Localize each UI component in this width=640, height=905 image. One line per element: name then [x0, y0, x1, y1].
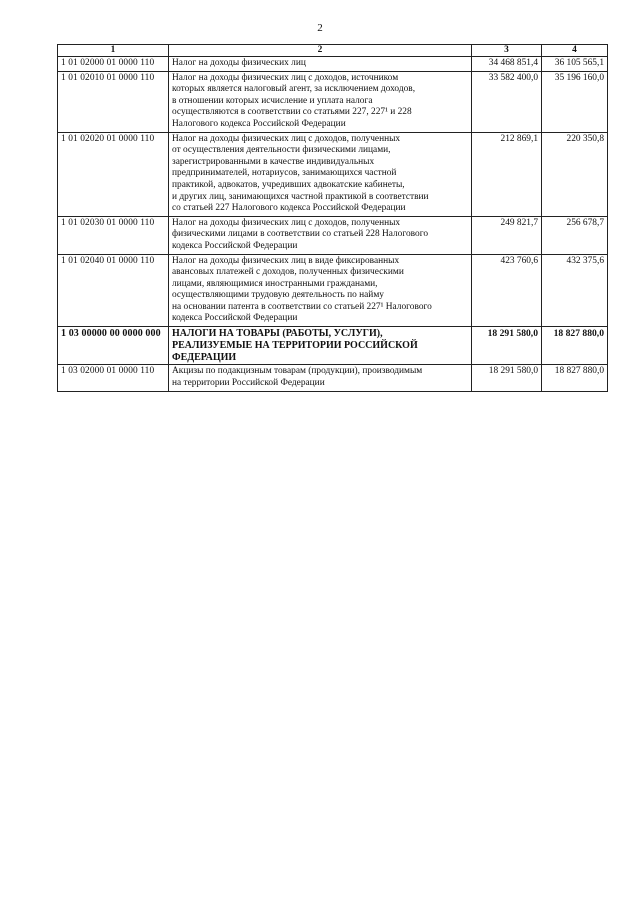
budget-code-cell: 1 01 02030 01 0000 110	[58, 216, 169, 254]
table-row	[58, 216, 608, 254]
income-name-cell: Налог на доходы физических лиц с доходов, полученных физическими лицами в соответствии со статьей 228 Налогового кодекса Российской Федерации	[169, 216, 472, 254]
income-name-cell: НАЛОГИ НА ТОВАРЫ (РАБОТЫ, УСЛУГИ), РЕАЛИЗУЕМЫЕ НА ТЕРРИТОРИИ РОССИЙСКОЙ ФЕДЕРАЦИИ	[169, 327, 472, 365]
table-row	[58, 57, 608, 72]
budget-code-cell: 1 01 02010 01 0000 110	[58, 71, 169, 132]
income-name-cell: Налог на доходы физических лиц	[169, 57, 472, 72]
value-col3-cell: 249 821,7	[472, 216, 542, 254]
table-row	[58, 365, 608, 391]
value-col3-cell: 33 582 400,0	[472, 71, 542, 132]
table-row	[58, 254, 608, 327]
budget-code-cell: 1 01 02000 01 0000 110	[58, 57, 169, 72]
value-col4-cell: 220 350,8	[542, 132, 608, 216]
value-col3-cell: 212 869,1	[472, 132, 542, 216]
income-name-cell: Налог на доходы физических лиц с доходов, полученных от осуществления деятельности физическими лицами, зарегистрированными в качестве индивидуальных предпринимателей, нотариусов, занимающихся частной практикой, адвокатов, учредивших адвокатские кабинеты, и других лиц, занимающихся частной практикой в соответствии со статьей 227 Налогового кодекса Российской Федерации	[169, 132, 472, 216]
value-col4-cell: 432 375,6	[542, 254, 608, 327]
table-row-section-total	[58, 327, 608, 365]
budget-code-cell: 1 01 02020 01 0000 110	[58, 132, 169, 216]
budget-code-cell: 1 03 00000 00 0000 000	[58, 327, 169, 365]
budget-code-cell: 1 01 02040 01 0000 110	[58, 254, 169, 327]
value-col3-cell: 34 468 851,4	[472, 57, 542, 72]
column-header-name: 2	[169, 45, 472, 57]
value-col4-cell: 18 827 880,0	[542, 365, 608, 391]
column-header-value-3: 3	[472, 45, 542, 57]
value-col4-cell: 35 196 160,0	[542, 71, 608, 132]
value-col4-cell: 18 827 880,0	[542, 327, 608, 365]
value-col3-cell: 18 291 580,0	[472, 365, 542, 391]
page-number: 2	[317, 22, 323, 34]
income-name-cell: Акцизы по подакцизным товарам (продукции), производимым на территории Российской Федерации	[169, 365, 472, 391]
table-row	[58, 71, 608, 132]
budget-code-cell: 1 03 02000 01 0000 110	[58, 365, 169, 391]
income-name-cell: Налог на доходы физических лиц в виде фиксированных авансовых платежей с доходов, полученных физическими лицами, являющимися иностранными гражданами, осуществляющими трудовую деятельность по найму на основании патента в соответствии со статьей 227¹ Налогового кодекса Российской Федерации	[169, 254, 472, 327]
value-col4-cell: 36 105 565,1	[542, 57, 608, 72]
revenue-table	[57, 44, 608, 392]
table-header-row	[58, 45, 608, 57]
value-col3-cell: 18 291 580,0	[472, 327, 542, 365]
column-header-code: 1	[58, 45, 169, 57]
income-name-cell: Налог на доходы физических лиц с доходов, источником которых является налоговый агент, за исключением доходов, в отношении которых исчисление и уплата налога осуществляются в соответствии со статьями 227, 227¹ и 228 Налогового кодекса Российской Федерации	[169, 71, 472, 132]
column-header-value-4: 4	[542, 45, 608, 57]
table-row	[58, 132, 608, 216]
value-col4-cell: 256 678,7	[542, 216, 608, 254]
value-col3-cell: 423 760,6	[472, 254, 542, 327]
